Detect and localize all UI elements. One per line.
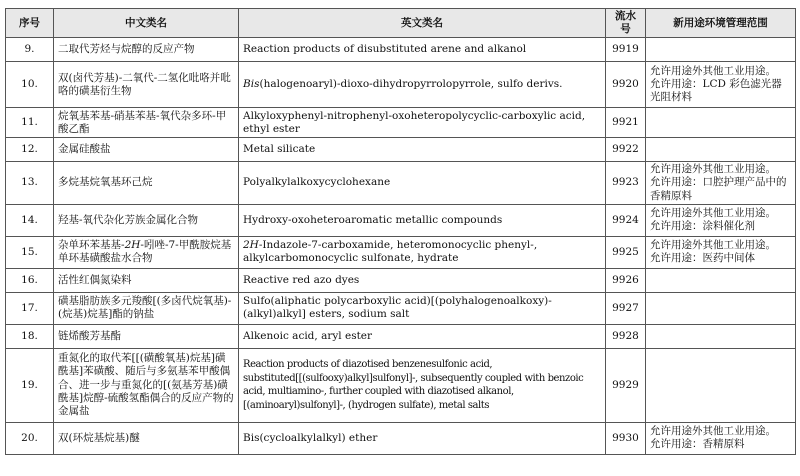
row-cn-name: 链烯酸芳基酯 (54, 324, 239, 348)
row-scope (646, 324, 796, 348)
row-seq: 10. (6, 62, 54, 108)
row-cn-name: 双(卤代芳基)-二氧代-二氢化吡咯并吡咯的磺基衍生物 (54, 62, 239, 108)
row-cn-name: 烷氧基苯基-硝基苯基-氧代杂多环-甲酸乙酯 (54, 108, 239, 138)
table-row (6, 422, 796, 454)
row-en-text: -Indazole-7-carboxamide, heteromonocyclic phenyl-, alkylcarbomonocyclic sulfonate, hydrate (243, 239, 538, 265)
substance-table (5, 8, 796, 455)
row-en-name: Alkyloxyphenyl-nitrophenyl-oxoheteropolycyclic-carboxylic acid, ethyl ester (239, 108, 606, 138)
row-en-name: Metal silicate (239, 138, 606, 162)
row-seq: 9. (6, 38, 54, 62)
row-flow-no: 9921 (606, 108, 646, 138)
row-flow-no: 9920 (606, 62, 646, 108)
row-scope (646, 348, 796, 422)
row-seq: 14. (6, 204, 54, 236)
row-seq: 20. (6, 422, 54, 454)
row-en-name (239, 348, 606, 422)
row-seq: 19. (6, 348, 54, 422)
row-flow-no: 9928 (606, 324, 646, 348)
header-flow-no: 流水号 (606, 9, 646, 38)
table-row (6, 348, 796, 422)
row-cn-name: 磺基脂肪族多元羧酸[(多卤代烷氧基)-(烷基)烷基]酯的钠盐 (54, 292, 239, 324)
row-cn-name: 二取代芳烃与烷醇的反应产物 (54, 38, 239, 62)
row-flow-no: 9930 (606, 422, 646, 454)
row-en-text: (halogenoaryl)-dioxo-dihydropyrrolopyrrole, sulfo derivs. (259, 78, 563, 91)
row-cn-text: -吲唑-7-甲酰胺烷基单环基磺酸盐水合物 (58, 239, 232, 265)
row-seq: 11. (6, 108, 54, 138)
row-en-name: Hydroxy-oxoheteroaromatic metallic compounds (239, 204, 606, 236)
row-cn-name: 金属硅酸盐 (54, 138, 239, 162)
row-flow-no: 9924 (606, 204, 646, 236)
scope-line: 允许用途：涂料催化剂 (650, 220, 755, 233)
table-row (6, 108, 796, 138)
header-row (6, 9, 796, 38)
row-cn-name: 多烷基烷氧基环己烷 (54, 162, 239, 204)
row-en-name (239, 236, 606, 268)
table-row (6, 268, 796, 292)
table-row (6, 62, 796, 108)
scope-line: 允许用途：口腔护理产品中的香精原料 (650, 176, 787, 202)
scope-line: 允许用途外其他工业用途。 (650, 425, 776, 437)
row-flow-no: 9919 (606, 38, 646, 62)
row-cn-name: 羟基-氧代杂化芳族金属化合物 (54, 204, 239, 236)
scope-line: 允许用途外其他工业用途。 (650, 65, 776, 78)
row-flow-no: 9929 (606, 348, 646, 422)
table-row (6, 38, 796, 62)
row-cn-name: 重氮化的取代苯[[(磺酸氧基)烷基]磺酰基]苯磺酸、随后与多氨基苯甲酸偶合、进一步与重氮化的[(氨基芳基)磺酰基]烷醇-硫酸氢酯偶合的反应产物的金属盐 (54, 348, 239, 422)
table-row (6, 236, 796, 268)
row-seq: 13. (6, 162, 54, 204)
row-cn-name: 活性红偶氮染料 (54, 268, 239, 292)
row-cn-name (54, 236, 239, 268)
table-row (6, 204, 796, 236)
table-row (6, 162, 796, 204)
table-row (6, 324, 796, 348)
table-row (6, 138, 796, 162)
scope-line: 允许用途外其他工业用途。 (650, 207, 776, 219)
row-cn-italic: 2H (124, 239, 141, 251)
row-en-text: Reaction products of diazotised benzenesulfonic acid, substituted[[(sulfooxy)alkyl]sulfonyl]-, subsequently coupled with benzoic acid, multiamino-, further coupled with diazotised alkanol,[(aminoaryl)sulfonyl]-, (hydrogen sulfate), metal salts (243, 359, 584, 411)
row-seq: 15. (6, 236, 54, 268)
row-scope (646, 108, 796, 138)
row-scope (646, 162, 796, 204)
row-seq: 16. (6, 268, 54, 292)
row-seq: 17. (6, 292, 54, 324)
row-seq: 12. (6, 138, 54, 162)
scope-line: 允许用途：LCD 彩色滤光器光阻材料 (650, 78, 782, 104)
row-en-name: Sulfo(aliphatic polycarboxylic acid)[(polyhalogenoalkoxy)-(alkyl)alkyl] esters, sodium salt (239, 292, 606, 324)
row-scope (646, 38, 796, 62)
scope-line: 允许用途外其他工业用途。 (650, 239, 776, 251)
scope-line: 允许用途：医药中间体 (650, 252, 755, 265)
header-cn-name: 中文类名 (54, 9, 239, 38)
scope-line: 允许用途外其他工业用途。 (650, 163, 776, 176)
row-en-italic: 2H (243, 239, 259, 251)
row-en-name: Polyalkylalkoxycyclohexane (239, 162, 606, 204)
row-flow-no: 9927 (606, 292, 646, 324)
row-scope (646, 138, 796, 162)
row-scope (646, 422, 796, 454)
table-row (6, 292, 796, 324)
row-en-italic: Bis (243, 78, 260, 91)
row-scope (646, 268, 796, 292)
row-cn-text: 杂单环苯基基- (58, 239, 125, 251)
header-scope: 新用途环境管理范围 (646, 9, 796, 38)
row-flow-no: 9925 (606, 236, 646, 268)
row-en-name: Alkenoic acid, aryl ester (239, 324, 606, 348)
row-en-name (239, 62, 606, 108)
row-scope (646, 236, 796, 268)
header-seq: 序号 (6, 9, 54, 38)
row-en-name: Reactive red azo dyes (239, 268, 606, 292)
row-flow-no: 9923 (606, 162, 646, 204)
row-flow-no: 9922 (606, 138, 646, 162)
row-cn-name: 双(环烷基烷基)醚 (54, 422, 239, 454)
row-seq: 18. (6, 324, 54, 348)
row-flow-no: 9926 (606, 268, 646, 292)
row-scope (646, 292, 796, 324)
header-en-name: 英文类名 (239, 9, 606, 38)
row-en-name: Bis(cycloalkylalkyl) ether (239, 422, 606, 454)
row-en-name: Reaction products of disubstituted arene and alkanol (239, 38, 606, 62)
row-scope (646, 204, 796, 236)
scope-line: 允许用途：香精原料 (650, 438, 745, 451)
row-scope (646, 62, 796, 108)
